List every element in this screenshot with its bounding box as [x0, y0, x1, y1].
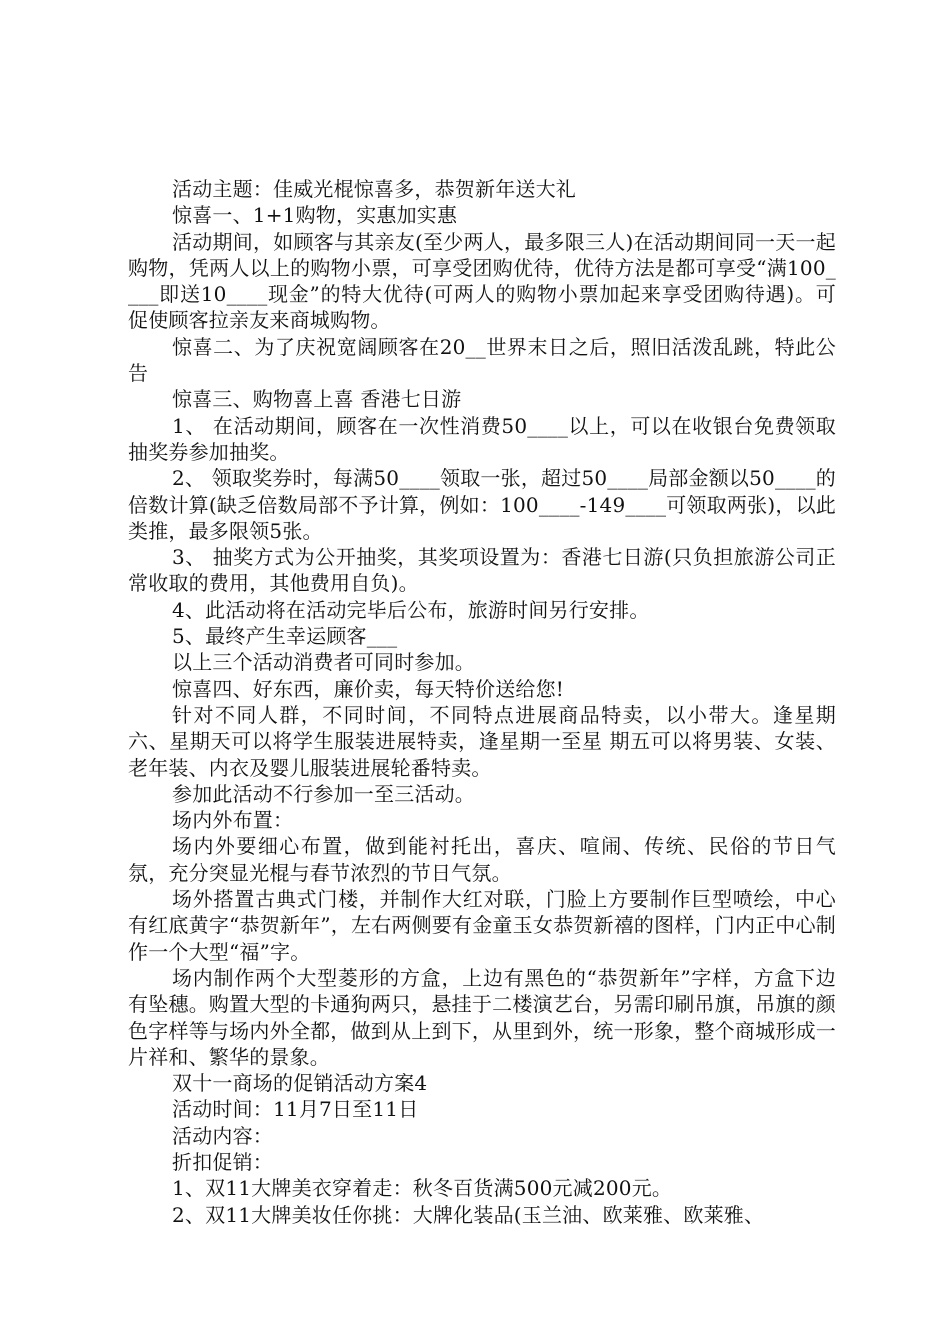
paragraph-exclusion-note: 参加此活动不行参加一至三活动。	[172, 781, 475, 806]
paragraph-surprise-four-heading: 惊喜四、好东西，廉价卖，每天特价送给您!	[172, 676, 565, 701]
paragraph-combined-note: 以上三个活动消费者可同时参加。	[172, 650, 475, 675]
paragraph-rule-5: 5、最终产生幸运顾客___	[172, 624, 398, 649]
document-body	[128, 176, 836, 1228]
paragraph-rule-3: 3、 抽奖方式为公开抽奖，其奖项设置为：香港七日游(只负担旅游公司正常收取的费用，其他费用自负)。	[128, 545, 836, 596]
paragraph-discount-1: 1、双11大牌美衣穿着走：秋冬百货满500元减200元。	[172, 1176, 673, 1201]
paragraph-plan-4-title: 双十一商场的促销活动方案4	[172, 1071, 428, 1096]
paragraph-surprise-four-body: 针对不同人群，不同时间，不同特点进展商品特卖，以小带大。逢星期六、星期天可以将学生服装进展特卖，逢星期一至星 期五可以将男装、女装、老年装、内衣及婴儿服装进展轮番特卖。	[128, 702, 836, 780]
paragraph-surprise-one-body: 活动期间，如顾客与其亲友(至少两人，最多限三人)在活动期间同一天一起购物，凭两人以上的购物小票，可享受团购优待，优待方法是都可享受“满100____即送10____现金”的特大优待(可两人的购物小票加起来享受团购待遇)。可促使顾客拉亲友来商城购物。	[128, 229, 836, 333]
paragraph-rule-4: 4、此活动将在活动完毕后公布，旅游时间另行安排。	[172, 597, 650, 622]
paragraph-surprise-three-heading: 惊喜三、购物喜上喜 香港七日游	[172, 387, 462, 412]
paragraph-discount-heading: 折扣促销：	[172, 1149, 273, 1174]
paragraph-activity-theme: 活动主题：佳威光棍惊喜多，恭贺新年送大礼	[172, 177, 576, 201]
paragraph-surprise-one-heading: 惊喜一、1+1购物，实惠加实惠	[172, 203, 458, 228]
paragraph-layout-heading: 场内外布置：	[172, 808, 294, 833]
paragraph-rule-2: 2、 领取奖券时，每满50____领取一张，超过50____局部金额以50____的倍数计算(缺乏倍数局部不予计算，例如：100____-149____可领取两张)，以此类推，最多限领5张。	[128, 466, 836, 543]
paragraph-rule-1: 1、 在活动期间，顾客在一次性消费50____以上，可以在收银台免费领取抽奖券参加抽奖。	[128, 413, 836, 464]
paragraph-layout-intro: 场内外要细心布置，做到能衬托出，喜庆、喧闹、传统、民俗的节日气氛，充分突显光棍与春节浓烈的节日气氛。	[128, 834, 836, 885]
paragraph-discount-2: 2、双11大牌美妆任你挑：大牌化装品(玉兰油、欧莱雅、欧莱雅、	[172, 1202, 765, 1227]
paragraph-surprise-two: 惊喜二、为了庆祝宽阔顾客在20__世界末日之后，照旧活泼乱跳，特此公告	[128, 334, 836, 386]
paragraph-activity-time: 活动时间：11月7日至11日	[172, 1097, 419, 1122]
paragraph-activity-content: 活动内容：	[172, 1123, 273, 1148]
paragraph-outdoor-layout: 场外搭置古典式门楼，并制作大红对联，门脸上方要制作巨型喷绘，中心有红底黄字“恭贺新年”，左右两侧要有金童玉女恭贺新禧的图样，门内正中心制作一个大型“福”字。	[128, 887, 836, 964]
paragraph-indoor-layout: 场内制作两个大型菱形的方盒，上边有黑色的“恭贺新年”字样，方盒下边有坠穗。购置大型的卡通狗两只，悬挂于二楼演艺台，另需印刷吊旗，吊旗的颜色字样等与场内外全都，做到从上到下，从里到外，统一形象，整个商城形成一片祥和、繁华的景象。	[128, 965, 836, 1069]
